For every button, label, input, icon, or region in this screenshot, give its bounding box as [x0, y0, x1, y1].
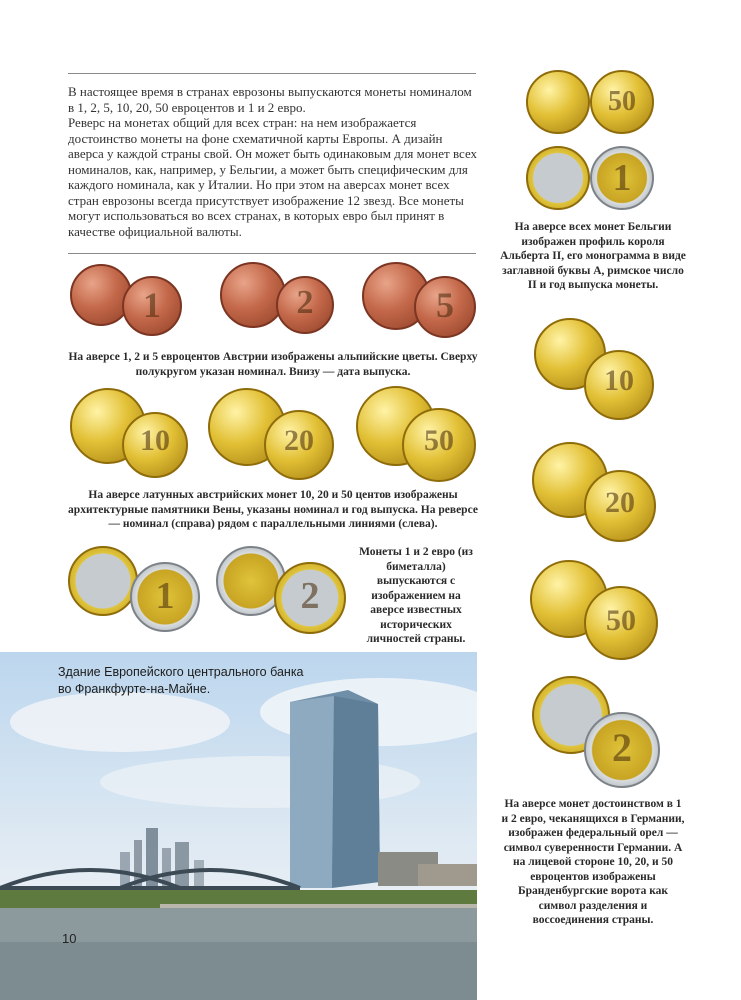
coin-value: 1	[155, 575, 175, 617]
belgium-50-cent-reverse	[590, 70, 654, 134]
coin-value: 50	[606, 604, 636, 637]
germany-10-cent-reverse	[584, 350, 654, 420]
germany-20-cent-reverse	[584, 470, 656, 542]
belgium-caption: На аверсе всех монет Бельгии изображен профиль короля Альберта II, его монограмма в виде заглавной буквы А, римское число II и год выпуска монеты.	[500, 221, 686, 291]
intro-text	[68, 84, 478, 239]
ecb-photo-caption: Здание Европейского центрального банка во Франкфурте-на-Майне.	[58, 665, 304, 696]
austria-2-euro-reverse	[274, 562, 346, 634]
germany-caption: На аверсе монет достоинством в 1 и 2 евро, чеканящихся в Германии, изображен федеральный орел — символ суверенности Германии. А на лицевой стороне 10, 20, и 50 евроцентов изображены Бранденбургские ворота как символ разделения и воссоединения страны.	[501, 798, 685, 926]
austria-50-cent-reverse	[402, 408, 476, 482]
coin-value: 5	[436, 285, 454, 325]
belgium-1-euro-obverse	[526, 146, 590, 210]
coin-value: 10	[140, 424, 170, 457]
intro-paragraph-1: В настоящее время в странах еврозоны выпускаются монеты номиналом в 1, 2, 5, 10, 20, 50 евроцентов и 1 и 2 евро.	[68, 84, 472, 115]
coin-value: 20	[284, 424, 314, 457]
coin-value: 1	[143, 285, 161, 325]
germany-50-cent-reverse	[584, 586, 658, 660]
coin-value: 2	[612, 725, 632, 770]
austria-1-euro-obverse	[68, 546, 138, 616]
belgium-1-euro-reverse	[590, 146, 654, 210]
austria-2-cent-reverse	[276, 276, 334, 334]
germany-2-euro-reverse	[584, 712, 660, 788]
frankfurt-skyline-image	[0, 652, 477, 1000]
coin-value: 10	[604, 364, 634, 397]
coin-value: 50	[608, 86, 636, 117]
austria-20-cent-reverse	[264, 410, 334, 480]
intro-bottom-rule	[68, 253, 476, 254]
coin-value: 50	[424, 424, 454, 457]
coin-value: 1	[612, 157, 632, 199]
austria-1-cent-obverse	[70, 264, 132, 326]
page-number: 10	[62, 931, 77, 946]
austria-1-cent-reverse	[122, 276, 182, 336]
top-rule	[68, 73, 476, 74]
austria-5-cent-reverse	[414, 276, 476, 338]
coin-value: 2	[300, 575, 320, 617]
ecb-building-photo	[0, 652, 477, 1000]
austria-10-cent-reverse	[122, 412, 188, 478]
austria-euro-coins-caption: Монеты 1 и 2 евро (из биметалла) выпускаются с изображением на аверсе известных исторических личностей страны.	[359, 546, 473, 645]
coin-value: 2	[296, 284, 314, 321]
austria-brass-coins-caption: На аверсе латунных австрийских монет 10, 20 и 50 центов изображены архитектурные памятники Вены, указаны номинал и год выпуска. На реверсе — номинал (справа) рядом с параллельными линиями (слева).	[68, 489, 478, 530]
austria-2-cent-obverse	[220, 262, 286, 328]
austria-1-euro-reverse	[130, 562, 200, 632]
austria-small-coins-caption: На аверсе 1, 2 и 5 евроцентов Австрии изображены альпийские цветы. Сверху полукругом указан номинал. Внизу — дата выпуска.	[68, 351, 478, 378]
belgium-50-cent-obverse	[526, 70, 590, 134]
intro-paragraph-2: Реверс на монетах общий для всех стран: на нем изображается достоинство монеты на фоне схематичной карты Европы. А дизайн аверса у каждой страны свой. Он может быть одинаковым для монет всех номиналов, как, например, у Бельгии, а может быть специфическим для каждого номинала, как у Италии. Но при этом на аверсах монет всех стран еврозоны всегда присутствует изображение 12 звезд. Все монеты могут использоваться во всех странах, в которых евро был принят в качестве официальной валюты.	[68, 115, 478, 239]
coin-value: 20	[605, 486, 635, 519]
